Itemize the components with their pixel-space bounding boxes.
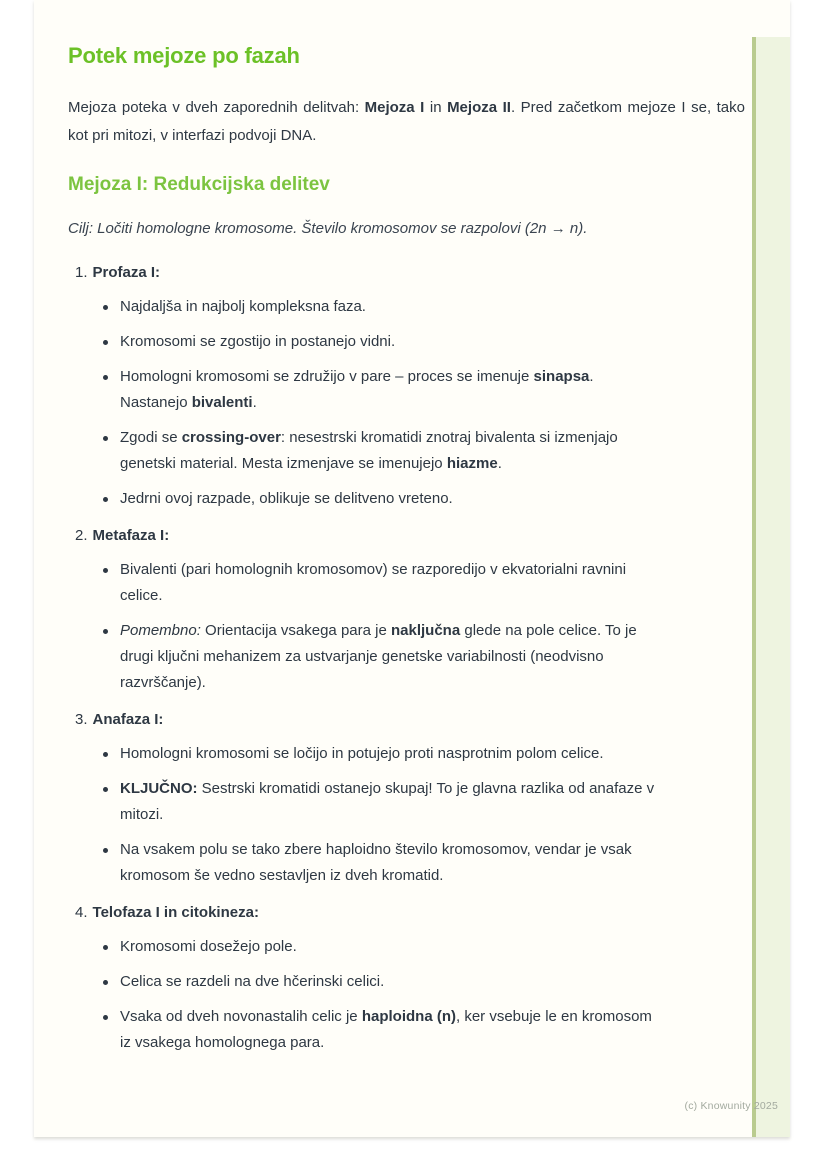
bullet-item: Kromosomi se zgostijo in postanejo vidni. (120, 329, 660, 355)
phase-heading (68, 524, 745, 548)
phase-number: 3. (75, 711, 88, 728)
phase-heading (68, 901, 745, 925)
bullet-item: Pomembno: Orientacija vsakega para je naključna glede na pole celice. To je drugi ključni mehanizem za ustvarjanje genetske variabilnosti (neodvisno razvrščanje). (120, 618, 660, 696)
phase-item (68, 524, 745, 696)
bullet-item: Zgodi se crossing-over: nesestrski kromatidi znotraj bivalenta si izmenjajo genetski material. Mesta izmenjave se imenujejo hiazme. (120, 425, 660, 477)
phase-item (68, 901, 745, 1056)
bullet-item: Na vsakem polu se tako zbere haploidno število kromosomov, vendar je vsak kromosom še vedno sestavljen iz dveh kromatid. (120, 837, 660, 889)
phase-item (68, 261, 745, 512)
phase-number: 4. (75, 904, 88, 921)
phase-number: 2. (75, 527, 88, 544)
phase-number: 1. (75, 264, 88, 281)
phase-title: Metafaza I: (92, 527, 170, 544)
bullet-item: Homologni kromosomi se ločijo in potujejo proti nasprotnim polom celice. (120, 741, 660, 767)
section-goal-line: Cilj: Ločiti homologne kromosome. Število kromosomov se razpolovi (2n → n). (68, 220, 588, 237)
phase-heading (68, 708, 745, 732)
intro-paragraph: Mejoza poteka v dveh zaporednih delitvah: Mejoza I in Mejoza II. Pred začetkom mejoze I se, tako kot pri mitozi, v interfazi podvoji DNA. (68, 99, 745, 144)
phase-bullets (68, 934, 660, 1056)
page-title: Potek mejoze po fazah (68, 43, 300, 68)
phase-title: Telofaza I in citokineza: (92, 904, 259, 921)
section-heading: Mejoza I: Redukcijska delitev (68, 174, 330, 195)
bullet-item: Homologni kromosomi se združijo v pare – proces se imenuje sinapsa. Nastanejo bivalenti. (120, 364, 660, 416)
bullet-item: Celica se razdeli na dve hčerinski celici. (120, 969, 660, 995)
phase-list (68, 261, 745, 1056)
watermark: (c) Knowunity 2025 (684, 1100, 778, 1112)
phase-bullets (68, 741, 660, 889)
phase-title: Anafaza I: (92, 711, 164, 728)
phase-bullets (68, 557, 660, 696)
phase-bullets (68, 294, 660, 512)
document-page (34, 0, 790, 1137)
bullet-item: Najdaljša in najbolj kompleksna faza. (120, 294, 660, 320)
page-content (34, 0, 790, 1056)
phase-heading (68, 261, 745, 285)
phase-item (68, 708, 745, 889)
bullet-item: Kromosomi dosežejo pole. (120, 934, 660, 960)
bullet-item: Bivalenti (pari homolognih kromosomov) se razporedijo v ekvatorialni ravnini celice. (120, 557, 660, 609)
bullet-item: KLJUČNO: Sestrski kromatidi ostanejo skupaj! To je glavna razlika od anafaze v mitozi. (120, 776, 660, 828)
phase-title: Profaza I: (92, 264, 161, 281)
bullet-item: Vsaka od dveh novonastalih celic je haploidna (n), ker vsebuje le en kromosom iz vsakega homolognega para. (120, 1004, 660, 1056)
bullet-item: Jedrni ovoj razpade, oblikuje se delitveno vreteno. (120, 486, 660, 512)
